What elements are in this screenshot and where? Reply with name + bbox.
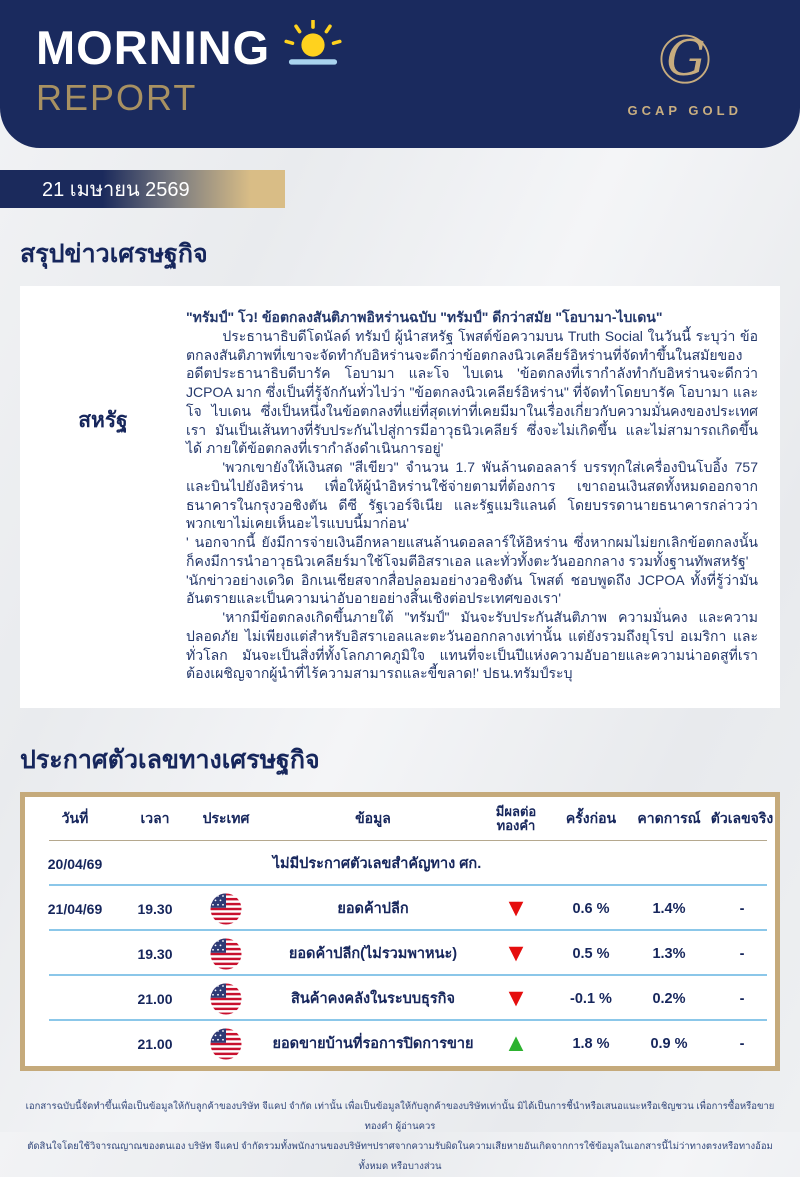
disclaimer-line-1: เอกสารฉบับนี้จัดทำขึ้นเพื่อเป็นข้อมูลให้กับลูกค้าของบริษัท จีแคป จำกัด เท่านั้น เพื่อเป็นข้อมูลให้กับลูกค้าของบริษัทเท่านั้น มิได้เป็นการชี้นำหรือเสนอแนะหรือเชิญชวน เพื่อการซื้อหรือขายทองคำ ผู้อ่านควร <box>25 1101 775 1132</box>
row-date: 20/04/69 <box>47 855 103 872</box>
row-forecast: 1.4% <box>652 900 686 917</box>
logo-letter-g: G <box>666 29 706 88</box>
row-indicator: ยอดขายบ้านที่รอการปิดการขาย <box>272 1036 474 1052</box>
col-time: เวลา <box>140 810 170 826</box>
col-forecast: คาดการณ์ <box>637 810 701 826</box>
gcap-logo-icon <box>652 28 718 94</box>
report-subtitle: REPORT <box>36 77 198 118</box>
report-date: 21 เมษายน 2569 <box>42 179 190 201</box>
row-country <box>185 1028 267 1060</box>
col-country: ประเทศ <box>202 810 250 826</box>
us-flag-icon <box>210 983 242 1015</box>
economic-table <box>20 792 780 1071</box>
row-country <box>185 893 267 925</box>
country-label: สหรัฐ <box>78 409 128 432</box>
row-time: 21.00 <box>137 1035 173 1052</box>
report-header <box>0 0 800 148</box>
row-forecast: 1.3% <box>652 945 686 962</box>
us-flag-icon <box>210 938 242 970</box>
economic-section-title: ประกาศตัวเลขทางเศรษฐกิจ <box>20 746 320 774</box>
row-previous: -0.1 % <box>570 990 612 1007</box>
sunrise-icon <box>284 20 342 74</box>
no-announcement-message: ไม่มีประกาศตัวเลขสำคัญทาง ศก. <box>272 856 482 872</box>
col-previous: ครั้งก่อน <box>565 810 617 826</box>
row-indicator: ยอดค้าปลีก <box>337 901 409 917</box>
news-headline: "ทรัมป์" โว! ข้อตกลงสันติภาพอิหร่านฉบับ "ทรัมป์" ดีกว่าสมัย "โอบามา-ไบเดน" <box>186 309 663 325</box>
gcap-logo <box>628 28 743 118</box>
disclaimer-line-2: ตัดสินใจโดยใช้วิจารณญาณของตนเอง บริษัท จีแคป จำกัดรวมทั้งพนักงานของบริษัทฯปราศจากความรับผิดในความเสียหายอันเกิดจากการใช้ข้อมูลในเอกสารนี้ไม่ว่าทางตรงหรือทางอ้อมทั้งหมด หรือบางส่วน <box>27 1140 773 1172</box>
row-country <box>185 983 267 1015</box>
morning-title: MORNING <box>36 20 271 74</box>
table-row <box>25 931 775 976</box>
col-data: ข้อมูล <box>355 810 391 826</box>
row-actual: - <box>739 990 745 1007</box>
date-banner <box>0 170 285 208</box>
row-previous: 1.8 % <box>572 1035 610 1052</box>
row-actual: - <box>739 1035 745 1052</box>
row-forecast: 0.9 % <box>650 1035 688 1052</box>
news-paragraph: 'หากมีข้อตกลงเกิดขึ้นภายใต้ "ทรัมป์" มันจะรับประกันสันติภาพ ความมั่นคง และความปลอดภัย ไม่เพียงแต่สำหรับอิสราเอลและตะวันออกกลางเท่านั้น แต่ยังรวมถึงยุโรป อเมริกา และทั่วโลก มันจะเป็นสิ่งที่ทั้งโลกภาคภูมิใจ แทนที่จะเป็นปีแห่งความอับอายและความน่าอดสูที่เราต้องเผชิญจากผู้นำที่ไร้ความสามารถและขี้ขลาด!' ปธน.ทรัมป์ระบุ <box>186 609 758 682</box>
col-date: วันที่ <box>61 810 89 826</box>
row-previous: 0.6 % <box>572 900 610 917</box>
footer-disclaimer <box>16 1097 784 1177</box>
news-paragraph: ' นอกจากนี้ ยังมีการจ่ายเงินอีกหลายแสนล้านดอลลาร์ให้อิหร่าน ซึ่งหากผมไม่ยกเลิกข้อตกลงนั้น ก็คงมีการนำอาวุธนิวเคลียร์มาใช้โจมตีอิสราเอล และทั่วทั้งตะวันออกกลาง รวมทั้งฐานทัพสหรัฐ' <box>186 534 758 569</box>
row-time: 19.30 <box>137 900 173 917</box>
row-actual: - <box>739 945 745 962</box>
news-card <box>20 286 780 708</box>
col-gold-impact: มีผลต่อ ทองคำ <box>495 803 537 833</box>
impact-arrow-icon <box>479 896 553 921</box>
impact-arrow-icon <box>479 1031 553 1056</box>
news-body <box>186 308 766 686</box>
row-actual: - <box>739 900 745 917</box>
news-paragraph: 'พวกเขายังให้เงินสด "สีเขียว" จำนวน 1.7 พันล้านดอลลาร์ บรรทุกใส่เครื่องบินโบอิ้ง 757 และบินไปยังอิหร่าน เพื่อให้ผู้นำอิหร่านใช้จ่ายตามที่ต้องการ เขาถอนเงินสดทั้งหมดออกจากธนาคารในกรุงวอชิงตัน ดีซี รัฐเวอร์จิเนีย และรัฐแมริแลนด์ โดยบรรดานายธนาคารกล่าวว่า พวกเขาไม่เคยเห็นอะไรแบบนี้มาก่อน' <box>186 459 758 532</box>
table-row <box>25 886 775 931</box>
row-indicator: ยอดค้าปลีก(ไม่รวมพาหนะ) <box>288 946 458 962</box>
table-row <box>25 1021 775 1066</box>
no-announcement-row <box>25 841 775 886</box>
impact-arrow-icon <box>479 986 553 1011</box>
table-row <box>25 976 775 1021</box>
row-date: 21/04/69 <box>47 900 103 917</box>
row-country <box>185 938 267 970</box>
brand-name: GCAP GOLD <box>627 103 742 118</box>
row-time: 21.00 <box>137 990 173 1007</box>
report-title-block <box>36 20 342 116</box>
col-actual: ตัวเลขจริง <box>710 810 774 826</box>
table-header-row <box>25 797 775 841</box>
news-paragraph: ประธานาธิบดีโดนัลด์ ทรัมป์ ผู้นำสหรัฐ โพสต์ข้อความบน Truth Social ในวันนี้ ระบุว่า ข้อตกลงสันติภาพที่เขาจะจัดทำกับอิหร่านจะดีกว่าข้อตกลงนิวเคลียร์อิหร่านที่จัดทำขึ้นในสมัยของอดีตประธานาธิบดีบารัค โอบามา และโจ ไบเดน 'ข้อตกลงที่เรากำลังทำกับอิหร่านจะดีกว่า JCPOA มาก ซึ่งเป็นที่รู้จักกันทั่วไปว่า "ข้อตกลงนิวเคลียร์อิหร่าน" ที่จัดทำโดยบารัค โอบามา และโจ ไบเดน ซึ่งเป็นหนึ่งในข้อตกลงที่แย่ที่สุดเท่าที่เคยมีมาในเรื่องเกี่ยวกับความมั่นคงของประเทศเรา มันเป็นเส้นทางที่รับประกันไปสู่การมีอาวุธนิวเคลียร์ ซึ่งจะไม่เกิดขึ้น และไม่สามารถเกิดขึ้นได้ ภายใต้ข้อตกลงที่เรากำลังดำเนินการอยู่' <box>186 327 758 457</box>
us-flag-icon <box>210 893 242 925</box>
us-flag-icon <box>210 1028 242 1060</box>
news-paragraph: 'นักข่าวอย่างเดวิด อิกเนเชียสจากสื่อปลอมอย่างวอชิงตัน โพสต์ ชอบพูดถึง JCPOA ทั้งที่รู้ว่ามันอันตรายและเป็นความน่าอับอายอย่างสิ้นเชิงต่อประเทศของเรา' <box>186 571 758 607</box>
row-forecast: 0.2% <box>652 990 686 1007</box>
impact-arrow-icon <box>479 941 553 966</box>
row-previous: 0.5 % <box>572 945 610 962</box>
row-time: 19.30 <box>137 945 173 962</box>
row-indicator: สินค้าคงคลังในระบบธุรกิจ <box>291 991 455 1007</box>
news-section-title: สรุปข่าวเศรษฐกิจ <box>20 240 208 268</box>
